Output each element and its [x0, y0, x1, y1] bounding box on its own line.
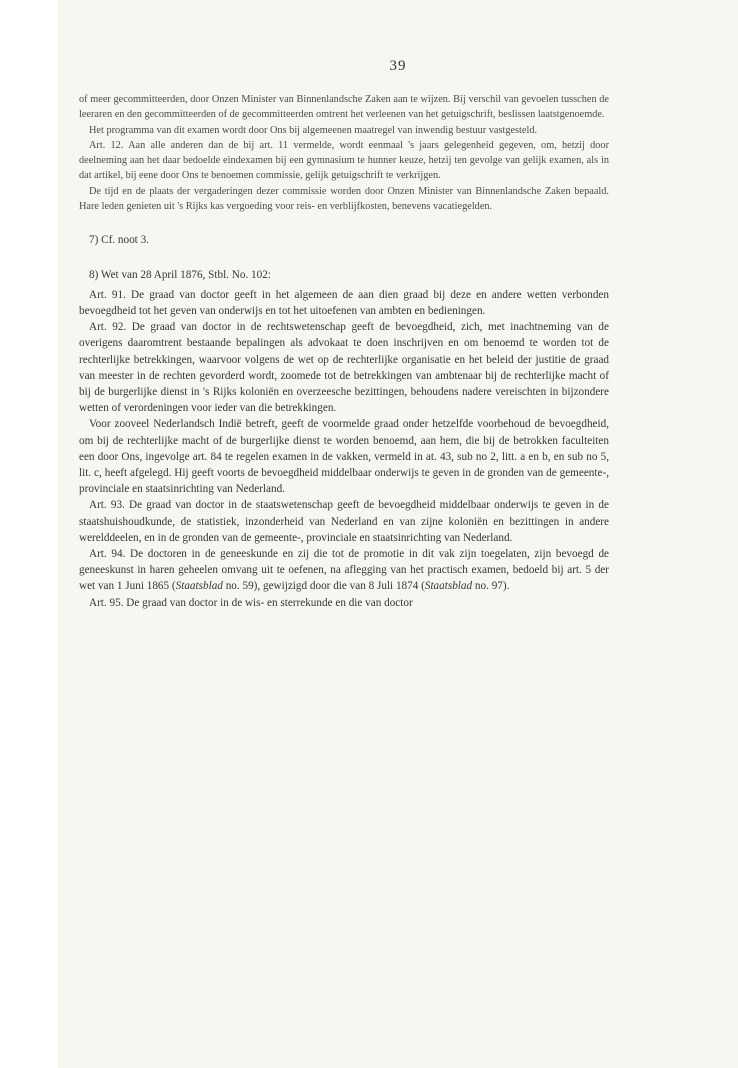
document-page — [58, 0, 738, 1068]
article-94-text-b: no. 59), gewijzigd door die van 8 Juli 1874 ( — [222, 580, 425, 593]
paragraph: De tijd en de plaats der vergaderingen dezer commissie worden door Onzen Minister van Binnenlandsche Zaken bepaald. Hare leden genieten uit 's Rijks kas vergoeding voor reis- en verblijfkosten, benevens vacatiegelden. — [79, 185, 609, 213]
article-94-text-c: no. 97). — [472, 580, 510, 593]
top-section — [79, 92, 609, 611]
page-number: 39 — [389, 58, 407, 74]
paragraph: Art. 12. Aan alle anderen dan de bij art. 11 vermelde, wordt eenmaal 's jaars gelegenheid gegeven, om, hetzij door deelneming aan het daar bedoelde eindexamen bij een gymnasium te hunner keuze, hetzij ten gevolge van gelijk examen, als in dat artikel, bij eene door Ons te benoemen commissie, gelijk getuigschrift te verkrijgen. — [79, 139, 609, 182]
article-94-text-a: Art. 94. De doctoren in de geneeskunde en zij die tot de promotie in dit vak zijn toegelaten, zijn bevoegd de geneeskunst in haren geheelen omvang uit te oefenen, na aflegging van het practisch examen, bedoeld bij art. 5 der wet van 1 Juni 1865 ( — [79, 548, 609, 593]
paragraph: of meer gecommitteerden, door Onzen Minister van Binnenlandsche Zaken aan te wijzen. Bij verschil van gevoelen tusschen de leeraren en den gecommitteerden of de gecommitteerden omtrent het verleenen van het getuigschrift, beslissen laatstgenoemde. — [79, 94, 609, 121]
paragraph: Het programma van dit examen wordt door Ons bij algemeenen maatregel van inwendig bestuur vastgesteld. — [89, 124, 538, 136]
article-94-italic-1: Staatsblad — [175, 580, 223, 593]
article-92-continued: Voor zooveel Nederlandsch Indië betreft, geeft de voormelde graad onder hetzelfde voorbehoud de bevoegdheid, om bij de rechterlijke macht of de burgerlijke dienst te worden benoemd, aan hem, die bij de betrokken faculteiten een door Ons, ingevolge art. 84 te regelen examen in de vakken, vermeld in at. 43, sub no 2, litt. a en b, en sub no 5, lit. c, heeft afgelegd. Hij geeft voorts de bevoegdheid middelbaar onderwijs te geven in de gronden van de gemeente-, provinciale en staatsinrichting van Nederland. — [79, 418, 609, 496]
article-95: Art. 95. De graad van doctor in de wis- en sterrekunde en die van doctor — [89, 596, 413, 609]
article-94 — [79, 546, 609, 595]
article-91: Art. 91. De graad van doctor geeft in het algemeen de aan dien graad bij deze en andere wetten verbonden bevoegdheid tot het geven van onderwijs en tot het uitoefenen van ambten en bedieningen. — [79, 288, 609, 317]
article-94-italic-2: Staatsblad — [424, 580, 473, 593]
article-93: Art. 93. De graad van doctor in de staatswetenschap geeft de bevoegdheid middelbaar onderwijs te geven in de staatshuishoudkunde, de statistiek, inzonderheid van Nederland en van zijne koloniën en bezittingen in andere werelddeelen, en in de gronden van de gemeente-, provinciale en staatsinrichting van Nederland. — [79, 499, 609, 544]
footnote-8-heading: 8) Wet van 28 April 1876, Stbl. No. 102: — [89, 268, 271, 281]
article-92: Art. 92. De graad van doctor in de rechtswetenschap geeft de bevoegdheid, zich, met inachtneming van de overigens daaromtrent bestaande bepalingen als advokaat te doen inschrijven en om benoemd te worden tot de rechterlijke betrekkingen, waarvoor volgens de wet op de rechterlijke organisatie en het beleid der justitie de graad van meester in de rechten gevorderd wordt, zoomede tot de betrekkingen van ambtenaar bij de rechterlijke macht of bij de burgerlijke dienst in 's Rijks koloniën en overzeesche bezittingen, behoudens nadere vereischten in bijzondere wetten of verordeningen voor ieder van die betrekkingen. — [79, 321, 609, 415]
footnote-7: 7) Cf. noot 3. — [89, 234, 149, 247]
